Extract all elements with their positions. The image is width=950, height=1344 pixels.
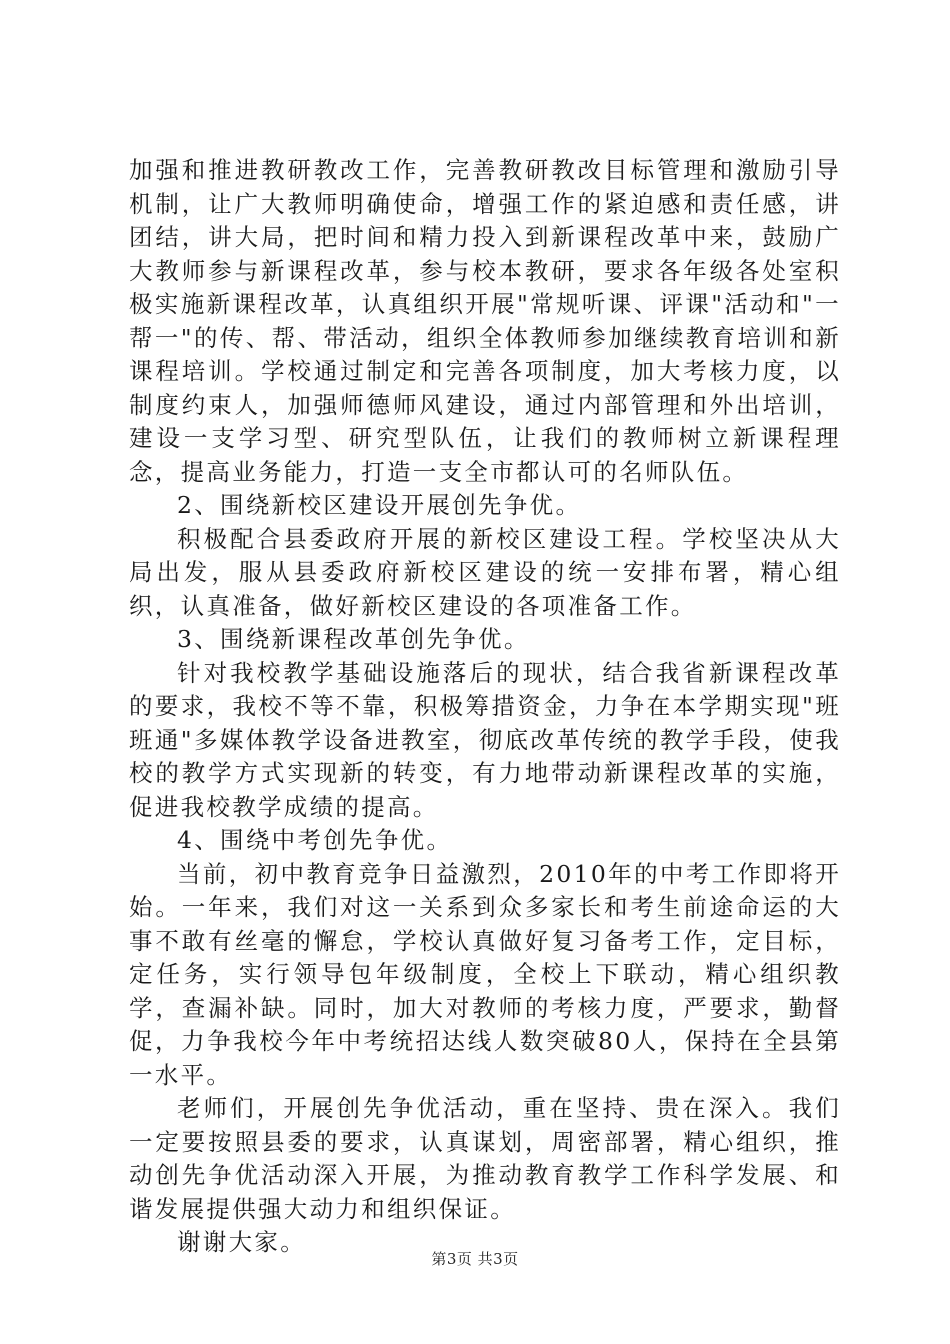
paragraph-curriculum-reform: 针对我校教学基础设施落后的现状，结合我省新课程改革的要求，我校不等不靠，积极筹措资金，力争在本学期实现"班班通"多媒体教学设备进教室，彻底改革传统的教学手段，使我校的教学方式实现新的转变，有力地带动新课程改革的实施，促进我校教学成绩的提高。 — [129, 658, 841, 821]
paragraph-thanks: 谢谢大家。 — [177, 1228, 306, 1256]
heading-curriculum-reform: 3、围绕新课程改革创先争优。 — [177, 625, 530, 653]
paragraph-teaching-research: 加强和推进教研教改工作，完善教研教改目标管理和激励引导机制，让广大教师明确使命，增强工作的紧迫感和责任感，讲团结，讲大局，把时间和精力投入到新课程改革中来，鼓励广大教师参与新课程改革，参与校本教研，要求各年级各处室积极实施新课程改革，认真组织开展"常规听课、评课"活动和"一帮一"的传、帮、带活动，组织全体教师参加继续教育培训和新课程培训。学校通过制定和完善各项制度，加大考核力度，以制度约束人，加强师德师风建设，通过内部管理和外出培训，建设一支学习型、研究型队伍，让我们的教师树立新课程理念，提高业务能力，打造一支全市都认可的名师队伍。 — [129, 156, 841, 486]
paragraph-entrance-exam: 当前，初中教育竞争日益激烈，2010年的中考工作即将开始。一年来，我们对这一关系到众多家长和考生前途命运的大事不敢有丝毫的懈怠，学校认真做好复习备考工作，定目标，定任务，实行领导包年级制度，全校上下联动，精心组织教学，查漏补缺。同时，加大对教师的考核力度，严要求，勤督促，力争我校今年中考统招达线人数突破80人，保持在全县第一水平。 — [129, 859, 841, 1089]
heading-entrance-exam: 4、围绕中考创先争优。 — [177, 826, 453, 854]
paragraph-new-campus: 积极配合县委政府开展的新校区建设工程。学校坚决从大局出发，服从县委政府新校区建设的统一安排布署，精心组织，认真准备，做好新校区建设的各项准备工作。 — [129, 524, 841, 620]
paragraph-closing: 老师们，开展创先争优活动，重在坚持、贵在深入。我们一定要按照县委的要求，认真谋划，周密部署，精心组织，推动创先争优活动深入开展，为推动教育教学工作科学发展、和谐发展提供强大动力和组织保证。 — [129, 1094, 841, 1223]
heading-new-campus: 2、围绕新校区建设开展创先争优。 — [177, 491, 582, 519]
document-body — [129, 154, 841, 1260]
page-number-footer: 第3页 共3页 — [431, 1250, 519, 1268]
